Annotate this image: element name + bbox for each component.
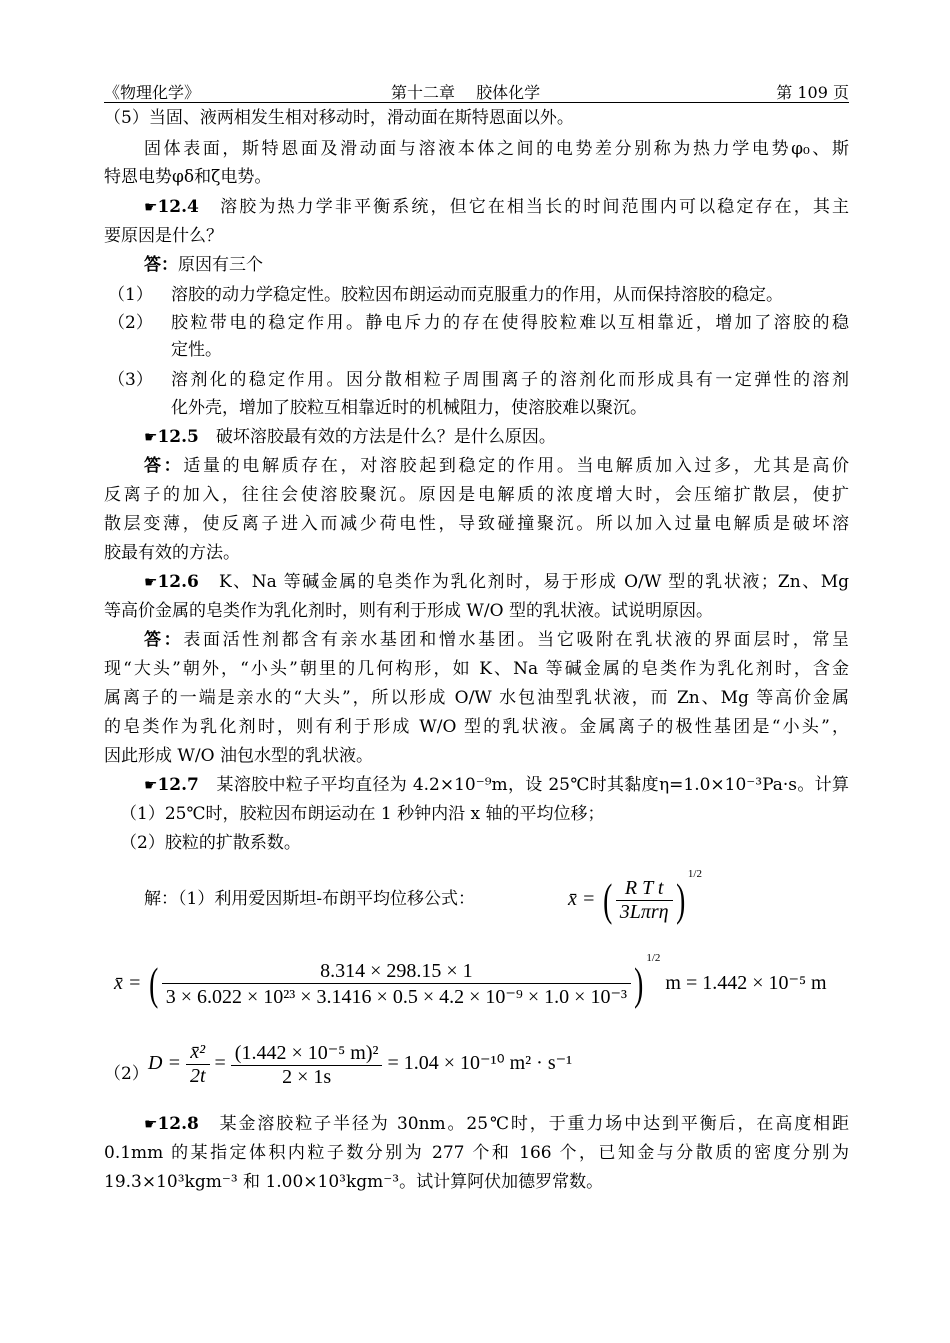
question-12-4 [144,196,849,218]
formula-diffusion-coefficient: D = $\frac{\text{x̄²}}{2t}$ = $\frac{\text{(1.442 × 10⁻⁵ m)²}}{2 \times 1s}$ = 1.04 × 10⁻¹⁰ m² · s⁻¹ [148,1041,573,1088]
solution-label: 解：（1）利用爱因斯坦-布朗平均位移公式： [144,889,476,909]
formula-denominator: 3Lπrη [619,900,669,923]
answer-12-4 [144,254,263,276]
solution-part-2-label: （2） [104,1064,149,1084]
formula-fraction [186,1041,210,1088]
pointing-hand-icon: ☛ [144,428,158,446]
list-number: （3） [108,370,153,390]
text-line: 0.1mm 的某指定体积内粒子数分别为 277 个和 166 个，已知金与分散质的密度分别为 [104,1143,849,1163]
answer-text: 表面活性剂都含有亲水基团和憎水基团。当它吸附在乳状液的界面层时，常呈 [183,630,850,650]
answer-label: 答： [144,255,178,275]
question-number: 12.5 [157,427,199,447]
text-line: 19.3×10³kgm⁻³ 和 1.00×10³kgm⁻³。试计算阿伏加德罗常数。 [104,1172,604,1192]
formula-denominator: 3 × 6.022 × 10²³ × 3.1416 × 0.5 × 4.2 × 10⁻⁹ × 1.0 × 10⁻³ [165,985,628,1008]
text-line: 散层变薄，使反离子进入而减少荷电性，导致碰撞聚沉。所以加入过量电解质是破坏溶 [104,514,849,534]
formula-denominator: 2 × 1s [282,1066,332,1088]
question-number: 12.8 [157,1114,199,1134]
question-12-5 [144,426,556,448]
list-item: 胶粒带电的稳定作用。静电斥力的存在使得胶粒难以互相靠近，增加了溶胶的稳 [171,313,849,333]
question-text: 破坏溶胶最有效的方法是什么？是什么原因。 [215,427,556,447]
formula-fraction [231,1040,383,1089]
question-text: 某溶胶中粒子平均直径为 4.2×10⁻⁹m，设 25℃时其黏度η=1.0×10⁻³Pa·s。计算 [216,775,850,795]
formula-displacement-value [114,952,827,1009]
question-12-8 [144,1113,849,1135]
text-line: 因此形成 W/O 油包水型的乳状液。 [104,746,373,766]
list-number: （1） [108,285,153,305]
formula-lhs: x̄ = [568,888,596,910]
text-line: 胶最有效的方法。 [104,543,240,563]
formula-fraction [162,960,631,1009]
formula-exponent: 1/2 [646,952,661,964]
text-line: （5）当固、液两相发生相对移动时，滑动面在斯特恩面以外。 [104,108,574,128]
text-line: 等高价金属的皂类作为乳化剂时，则有利于形成 W/O 型的乳状液。试说明原因。 [104,601,713,621]
bracket-right: ) [675,874,685,926]
question-12-7 [144,774,849,796]
page-header [104,78,849,103]
question-text: K、Na 等碱金属的皂类作为乳化剂时，易于形成 O/W 型的乳状液；Zn、Mg [218,572,850,592]
answer-label: 答： [144,630,184,650]
bracket-right: ) [634,958,644,1010]
formula-brownian-displacement [568,868,702,924]
question-number: 12.7 [157,775,199,795]
formula-numerator: R T t [616,877,673,901]
pointing-hand-icon: ☛ [144,198,158,216]
text-line: （1）25℃时，胶粒因布朗运动在 1 秒钟内沿 x 轴的平均位移； [120,804,605,824]
list-item: 溶剂化的稳定作用。因分散相粒子周围离子的溶剂化而形成具有一定弹性的溶剂 [171,370,849,390]
question-text: 溶胶为热力学非平衡系统，但它在相当长的时间范围内可以稳定存在，其主 [220,197,850,217]
text-line: 特恩电势φδ和ζ电势。 [104,167,272,187]
question-number: 12.6 [157,572,199,592]
question-number: 12.4 [157,197,199,217]
bracket-left: ( [603,874,613,926]
formula-numerator: 8.314 × 298.15 × 1 [162,960,631,984]
pointing-hand-icon: ☛ [144,1115,158,1133]
formula-numerator: x̄² [186,1041,210,1065]
formula-result: m = 1.442 × 10⁻⁵ m [665,972,827,994]
answer-label: 答： [144,456,184,476]
answer-12-5 [144,455,849,477]
text-line: 要原因是什么？ [104,226,223,246]
formula-fraction [616,877,673,924]
pointing-hand-icon: ☛ [144,573,158,591]
formula-denominator: 2t [189,1065,206,1087]
text-line: 属离子的一端是亲水的“大头”，所以形成 O/W 水包油型乳状液，而 Zn、Mg 等高价金属 [104,688,849,708]
formula-lhs: x̄ = [114,972,142,994]
text-line: （2）胶粒的扩散系数。 [120,833,301,853]
question-text: 某金溶胶粒子半径为 30nm。25℃时，于重力场中达到平衡后，在高度相距 [219,1114,849,1134]
text-line: 固体表面，斯特恩面及滑动面与溶液本体之间的电势差分别称为热力学电势φ₀、斯 [144,139,849,159]
formula-result: = 1.04 × 10⁻¹⁰ m² · s⁻¹ [387,1052,573,1075]
list-item: 化外壳，增加了胶粒互相靠近时的机械阻力，使溶胶难以聚沉。 [171,398,647,418]
book-title: 《物理化学》 [104,83,201,102]
chapter-title: 第十二章 胶体化学 [391,83,541,102]
list-number: （2） [108,313,153,333]
formula-exponent: 1/2 [687,868,702,880]
question-12-6 [144,571,849,593]
formula-lhs: D = [148,1052,181,1075]
answer-12-6 [144,629,849,651]
text-line: 反离子的加入，往往会使溶胶聚沉。原因是电解质的浓度增大时，会压缩扩散层，使扩 [104,485,849,505]
list-item: 定性。 [171,340,222,360]
page-number: 第 109 页 [776,83,849,102]
formula-numerator: (1.442 × 10⁻⁵ m)² [231,1040,383,1066]
bracket-left: ( [149,958,159,1010]
pointing-hand-icon: ☛ [144,776,158,794]
text-line: 现“大头”朝外，“小头”朝里的几何构形，如 K、Na 等碱金属的皂类作为乳化剂时，含金 [104,659,849,679]
answer-text: 适量的电解质存在，对溶胶起到稳定的作用。当电解质加入过多，尤其是高价 [183,456,850,476]
answer-text: 原因有三个 [178,255,263,275]
list-item: 溶胶的动力学稳定性。胶粒因布朗运动而克服重力的作用，从而保持溶胶的稳定。 [171,285,783,305]
text-line: 的皂类作为乳化剂时，则有利于形成 W/O 型的乳状液。金属离子的极性基团是“小头”， [104,717,849,737]
